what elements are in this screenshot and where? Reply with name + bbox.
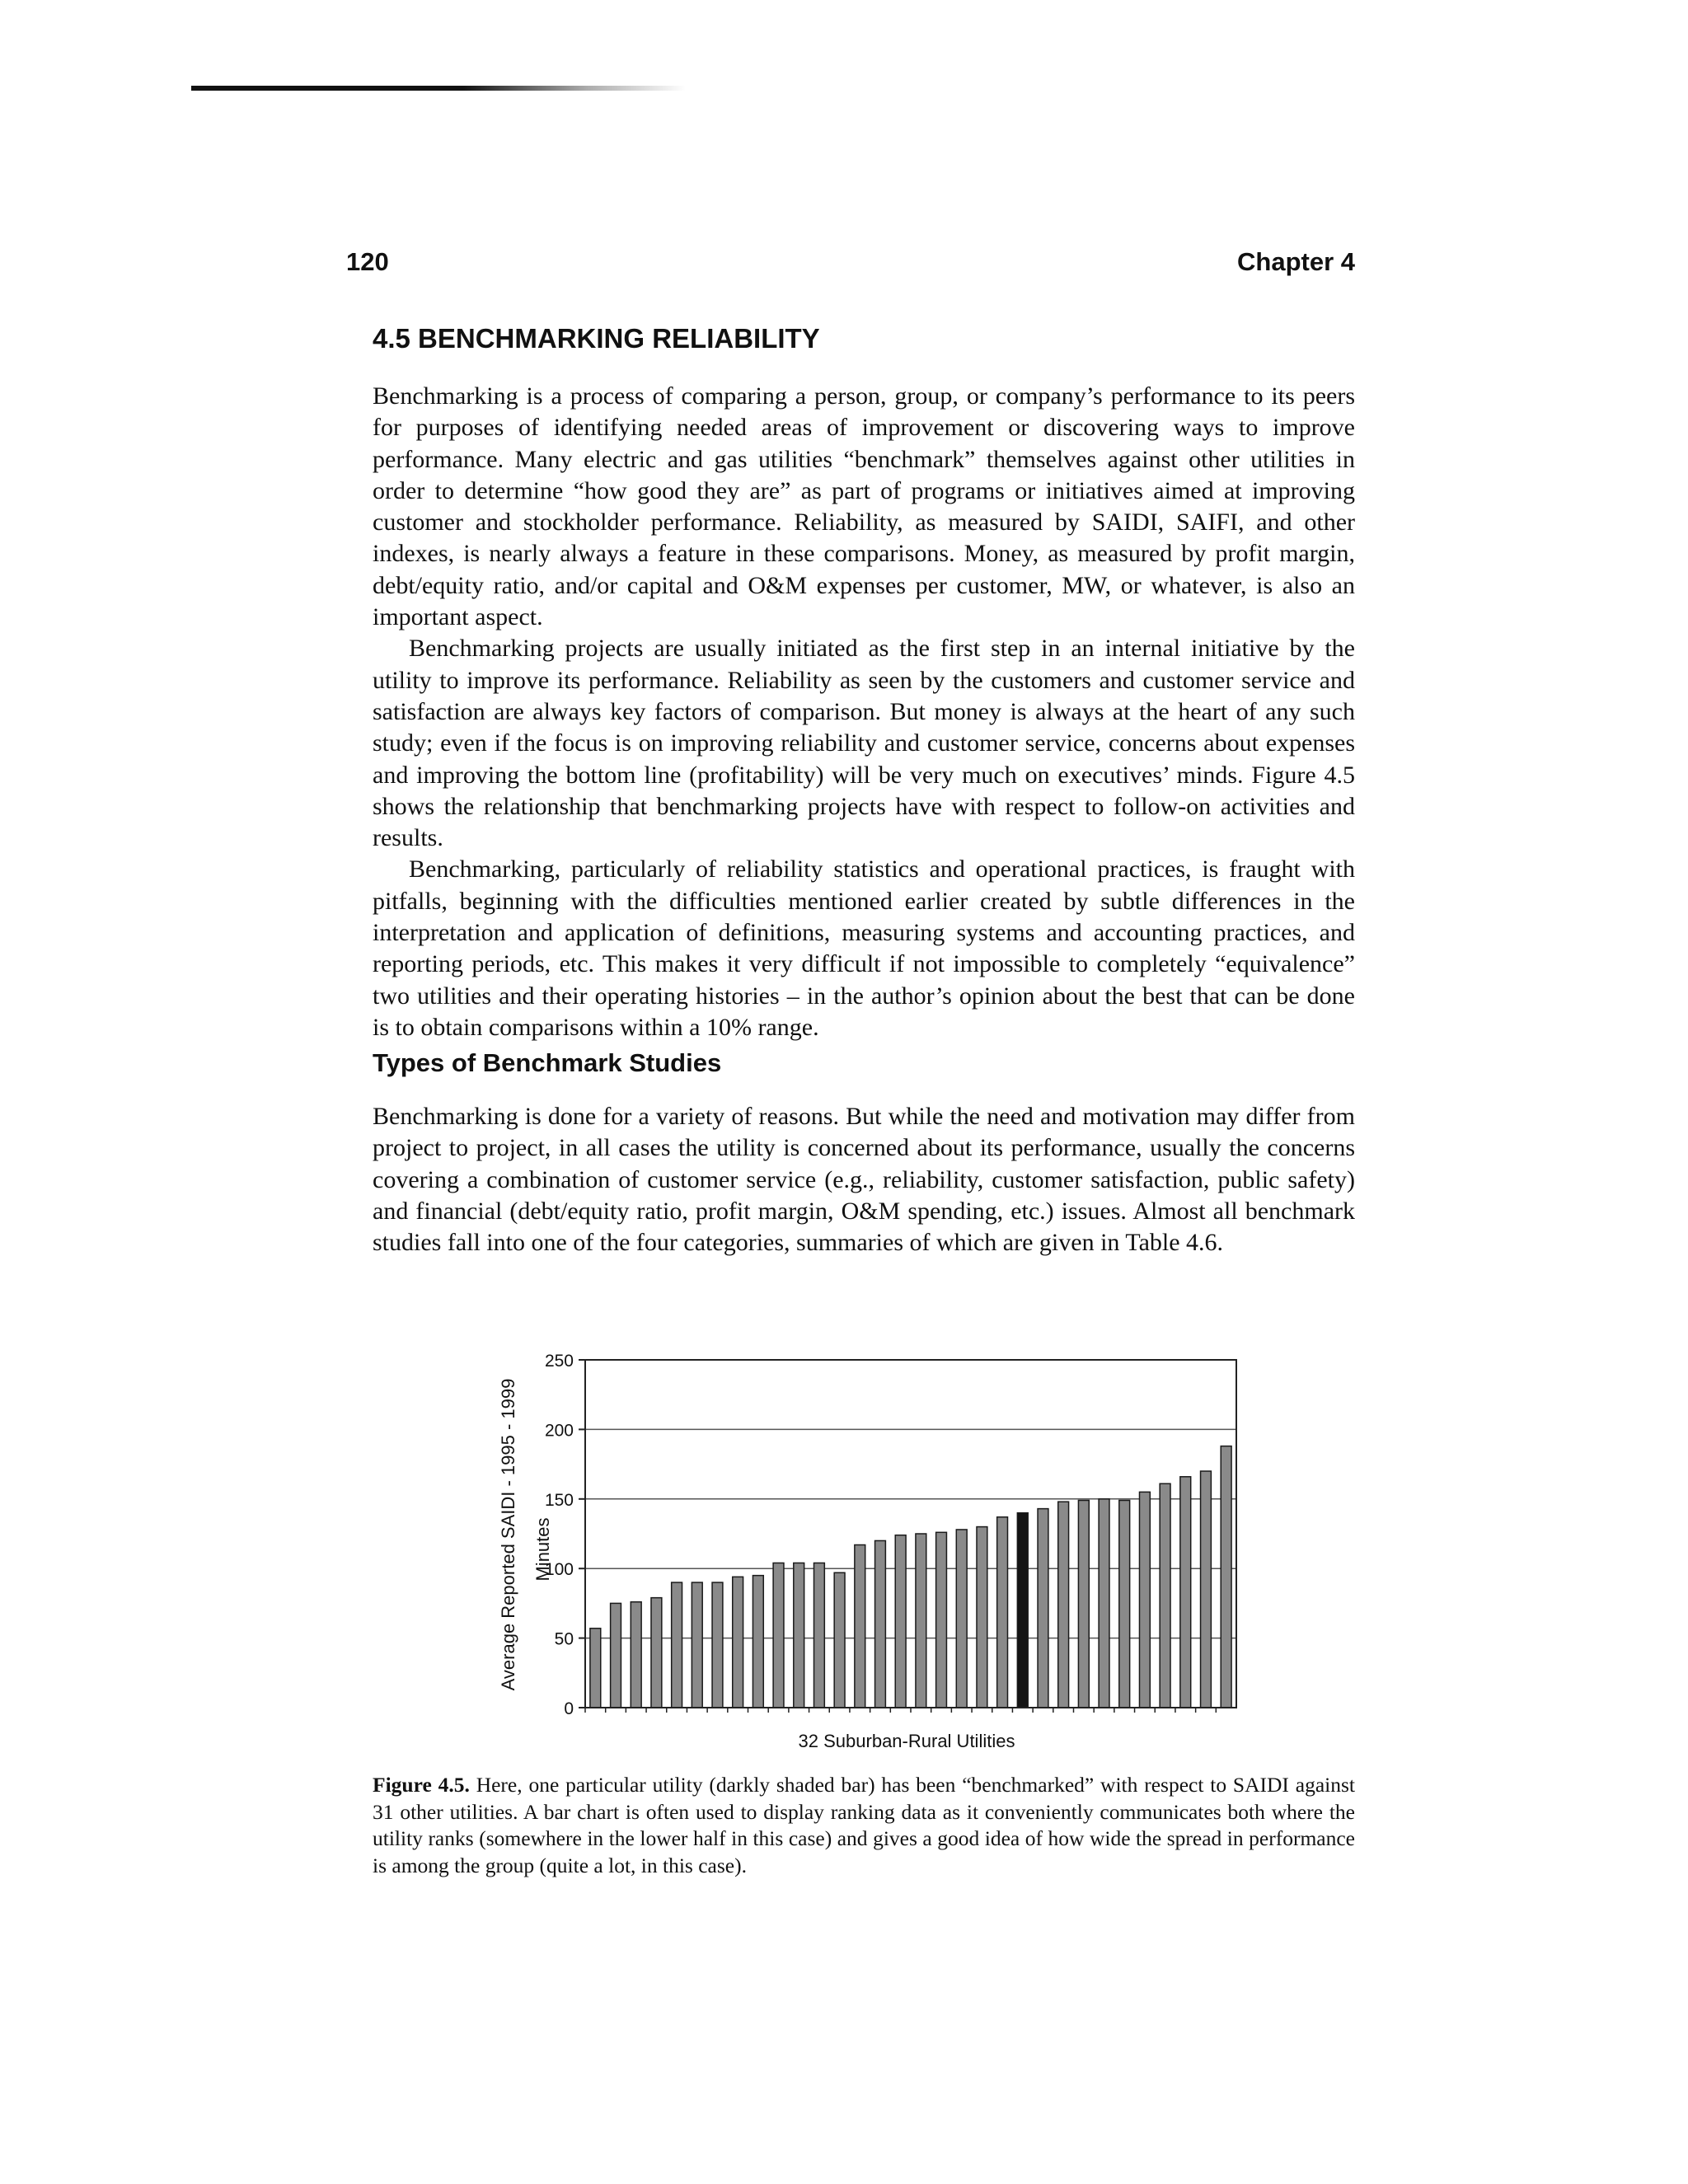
y-axis-unit-label: Minutes (532, 1517, 553, 1582)
utility-bar (1099, 1499, 1109, 1708)
x-axis-label: 32 Suburban-Rural Utilities (798, 1731, 1015, 1751)
utility-bar (1119, 1500, 1130, 1708)
utility-bar (1058, 1502, 1069, 1708)
y-tick-label: 100 (544, 1560, 574, 1580)
utility-bar (895, 1535, 906, 1708)
saidi-bar-chart (495, 1345, 1253, 1753)
utility-bar (590, 1629, 601, 1708)
paragraph: Benchmarking is done for a variety of reasons. But while the need and motivation may differ from project to project, in all cases the utility is concerned about its performance, usually the concerns covering a combination of customer service (e.g., reliability, customer satisfaction, public safety) and financial (debt/equity ratio, profit margin, O&M spending, etc.) issues. Almost all benchmark studies fall into one of the four categories, summaries of which are given in Table 4.6. (373, 1103, 1355, 1257)
y-tick-label: 0 (564, 1699, 574, 1718)
gridlines (585, 1429, 1236, 1638)
utility-bar (794, 1563, 804, 1708)
section-body (373, 381, 1355, 1043)
plot-frame (585, 1360, 1236, 1708)
running-header-chapter: Chapter 4 (1237, 247, 1355, 276)
page-number: 120 (346, 247, 389, 276)
y-tick-label: 250 (544, 1352, 574, 1371)
utility-bar (631, 1602, 641, 1708)
subsection-body (373, 1101, 1355, 1258)
paragraph: Benchmarking, particularly of reliability statistics and operational practices, is fraught with pitfalls, beginning with the difficulties mentioned earlier created by subtle differences in the interpretation and application of definitions, measuring systems and accounting practices, and reporting periods, etc. This makes it very difficult if not impossible to completely “equivalence” two utilities and their operating histories – in the author’s opinion about the best that can be done is to obtain comparisons within a 10% range. (373, 855, 1355, 1041)
paragraph: Benchmarking projects are usually initiated as the first step in an internal initiative by the utility to improve its performance. Reliability as seen by the customers and customer service and satisfaction are always key factors of comparison. But money is always at the heart of any such study; even if the focus is on improving reliability and customer service, concerns about expenses and improving the bottom line (profitability) will be very much on executives’ minds. Figure 4.5 shows the relationship that benchmarking projects have with respect to follow-on activities and results. (373, 635, 1355, 852)
utility-bar (672, 1582, 682, 1708)
utility-bar (1180, 1477, 1191, 1708)
utility-bar (692, 1582, 702, 1708)
section-title: 4.5 BENCHMARKING RELIABILITY (373, 323, 820, 354)
utility-bar (1078, 1500, 1089, 1708)
utility-bar (875, 1540, 886, 1708)
y-tick-label: 200 (544, 1421, 574, 1441)
utility-bar (1038, 1509, 1048, 1708)
utility-bar (733, 1577, 743, 1708)
utility-bar (916, 1534, 926, 1708)
y-tick-label: 150 (544, 1490, 574, 1510)
utility-bar (1201, 1471, 1212, 1708)
utility-bar (712, 1582, 723, 1708)
benchmarked-utility-bar (1017, 1513, 1028, 1708)
utility-bar (1160, 1483, 1170, 1708)
utility-bar (814, 1563, 824, 1708)
utility-bar (834, 1572, 845, 1708)
utility-bar (773, 1563, 784, 1708)
utility-bar (1139, 1492, 1150, 1708)
utility-bar (855, 1545, 865, 1708)
utility-bar (753, 1576, 763, 1708)
utility-bar (956, 1530, 967, 1708)
bars (585, 1446, 1231, 1713)
y-axis-label: Average Reported SAIDI - 1995 - 1999 (498, 1378, 518, 1691)
top-rule (191, 86, 686, 91)
utility-bar (611, 1603, 621, 1708)
subsection-title: Types of Benchmark Studies (373, 1048, 722, 1077)
utility-bar (936, 1532, 947, 1708)
utility-bar (997, 1517, 1008, 1708)
utility-bar (977, 1527, 987, 1708)
figure-caption-text: Here, one particular utility (darkly shaded bar) has been “benchmarked” with respect to SAIDI against 31 other utilities. A bar chart is often used to display ranking data as it conveniently communicates both where the utility ranks (somewhere in the lower half in this case) and gives a good idea of how wide the spread in performance is among the group (quite a lot, in this case). (373, 1773, 1355, 1877)
utility-bar (651, 1598, 662, 1708)
paragraph: Benchmarking is a process of comparing a person, group, or company’s performance to its peers for purposes of identifying needed areas of improvement or discovering ways to improve performance. Many electric and gas utilities “benchmark” themselves against other utilities in order to determine “how good they are” as part of programs or initiatives aimed at improving customer and stockholder performance. Reliability, as measured by SAIDI, SAIFI, and other indexes, is nearly always a feature in these comparisons. Money, as measured by profit margin, debt/equity ratio, and/or capital and O&M expenses per customer, MW, or whatever, is also an important aspect. (373, 382, 1355, 631)
utility-bar (1221, 1446, 1231, 1708)
figure-caption (373, 1772, 1355, 1879)
y-tick-label: 50 (554, 1629, 574, 1649)
figure-label: Figure 4.5. (373, 1773, 470, 1797)
